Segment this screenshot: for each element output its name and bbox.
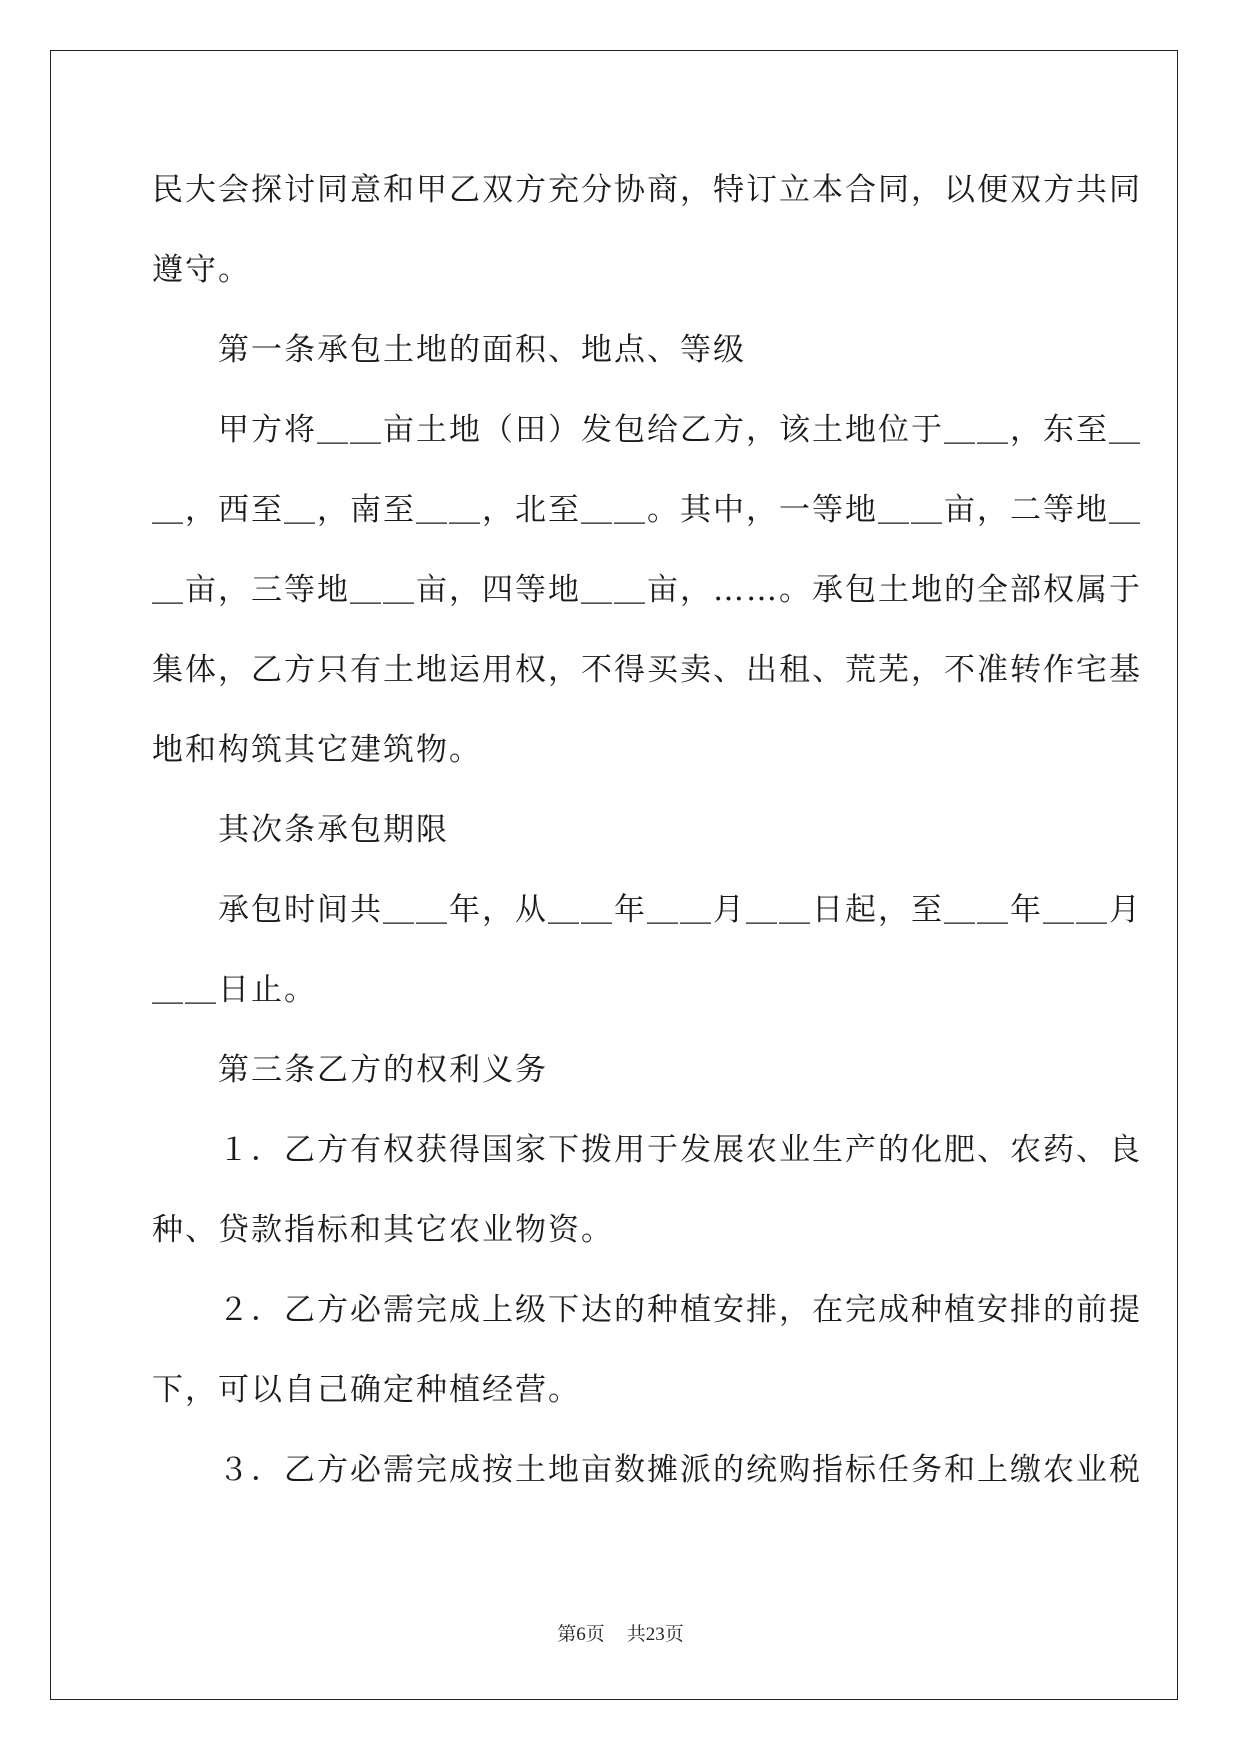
text-line: 种、贷款指标和其它农业物资。 bbox=[152, 1212, 614, 1248]
text-line: 集体，乙方只有土地运用权，不得买卖、出租、荒芜，不准转作宅基 bbox=[152, 652, 1142, 688]
text-line: 承包时间共＿＿年，从＿＿年＿＿月＿＿日起，至＿＿年＿＿月 bbox=[152, 892, 1142, 928]
text-line: 下，可以自己确定种植经营。 bbox=[152, 1372, 581, 1408]
total-pages: 共23页 bbox=[626, 1624, 684, 1645]
text-line: 遵守。 bbox=[152, 252, 251, 288]
page-footer bbox=[0, 1619, 1241, 1646]
text-line: ＿亩，三等地＿＿亩，四等地＿＿亩，……。承包土地的全部权属于 bbox=[152, 572, 1142, 608]
text-line: ３．乙方必需完成按土地亩数摊派的统购指标任务和上缴农业税 bbox=[152, 1452, 1142, 1488]
section-heading: 其次条承包期限 bbox=[152, 812, 449, 848]
section-heading: 第三条乙方的权利义务 bbox=[152, 1052, 548, 1088]
text-line: １．乙方有权获得国家下拨用于发展农业生产的化肥、农药、良 bbox=[152, 1132, 1142, 1168]
current-page-number: 第6页 bbox=[557, 1624, 605, 1645]
text-line: 甲方将＿＿亩土地（田）发包给乙方，该土地位于＿＿，东至＿ bbox=[152, 412, 1142, 448]
text-line: 民大会探讨同意和甲乙双方充分协商，特订立本合同，以便双方共同 bbox=[152, 172, 1142, 208]
section-heading: 第一条承包土地的面积、地点、等级 bbox=[152, 332, 746, 368]
text-line: ＿＿日止。 bbox=[152, 972, 317, 1008]
text-line: 地和构筑其它建筑物。 bbox=[152, 732, 482, 768]
text-line: ２．乙方必需完成上级下达的种植安排，在完成种植安排的前提 bbox=[152, 1292, 1142, 1328]
text-line: ＿，西至＿，南至＿＿，北至＿＿。其中，一等地＿＿亩，二等地＿ bbox=[152, 492, 1142, 528]
